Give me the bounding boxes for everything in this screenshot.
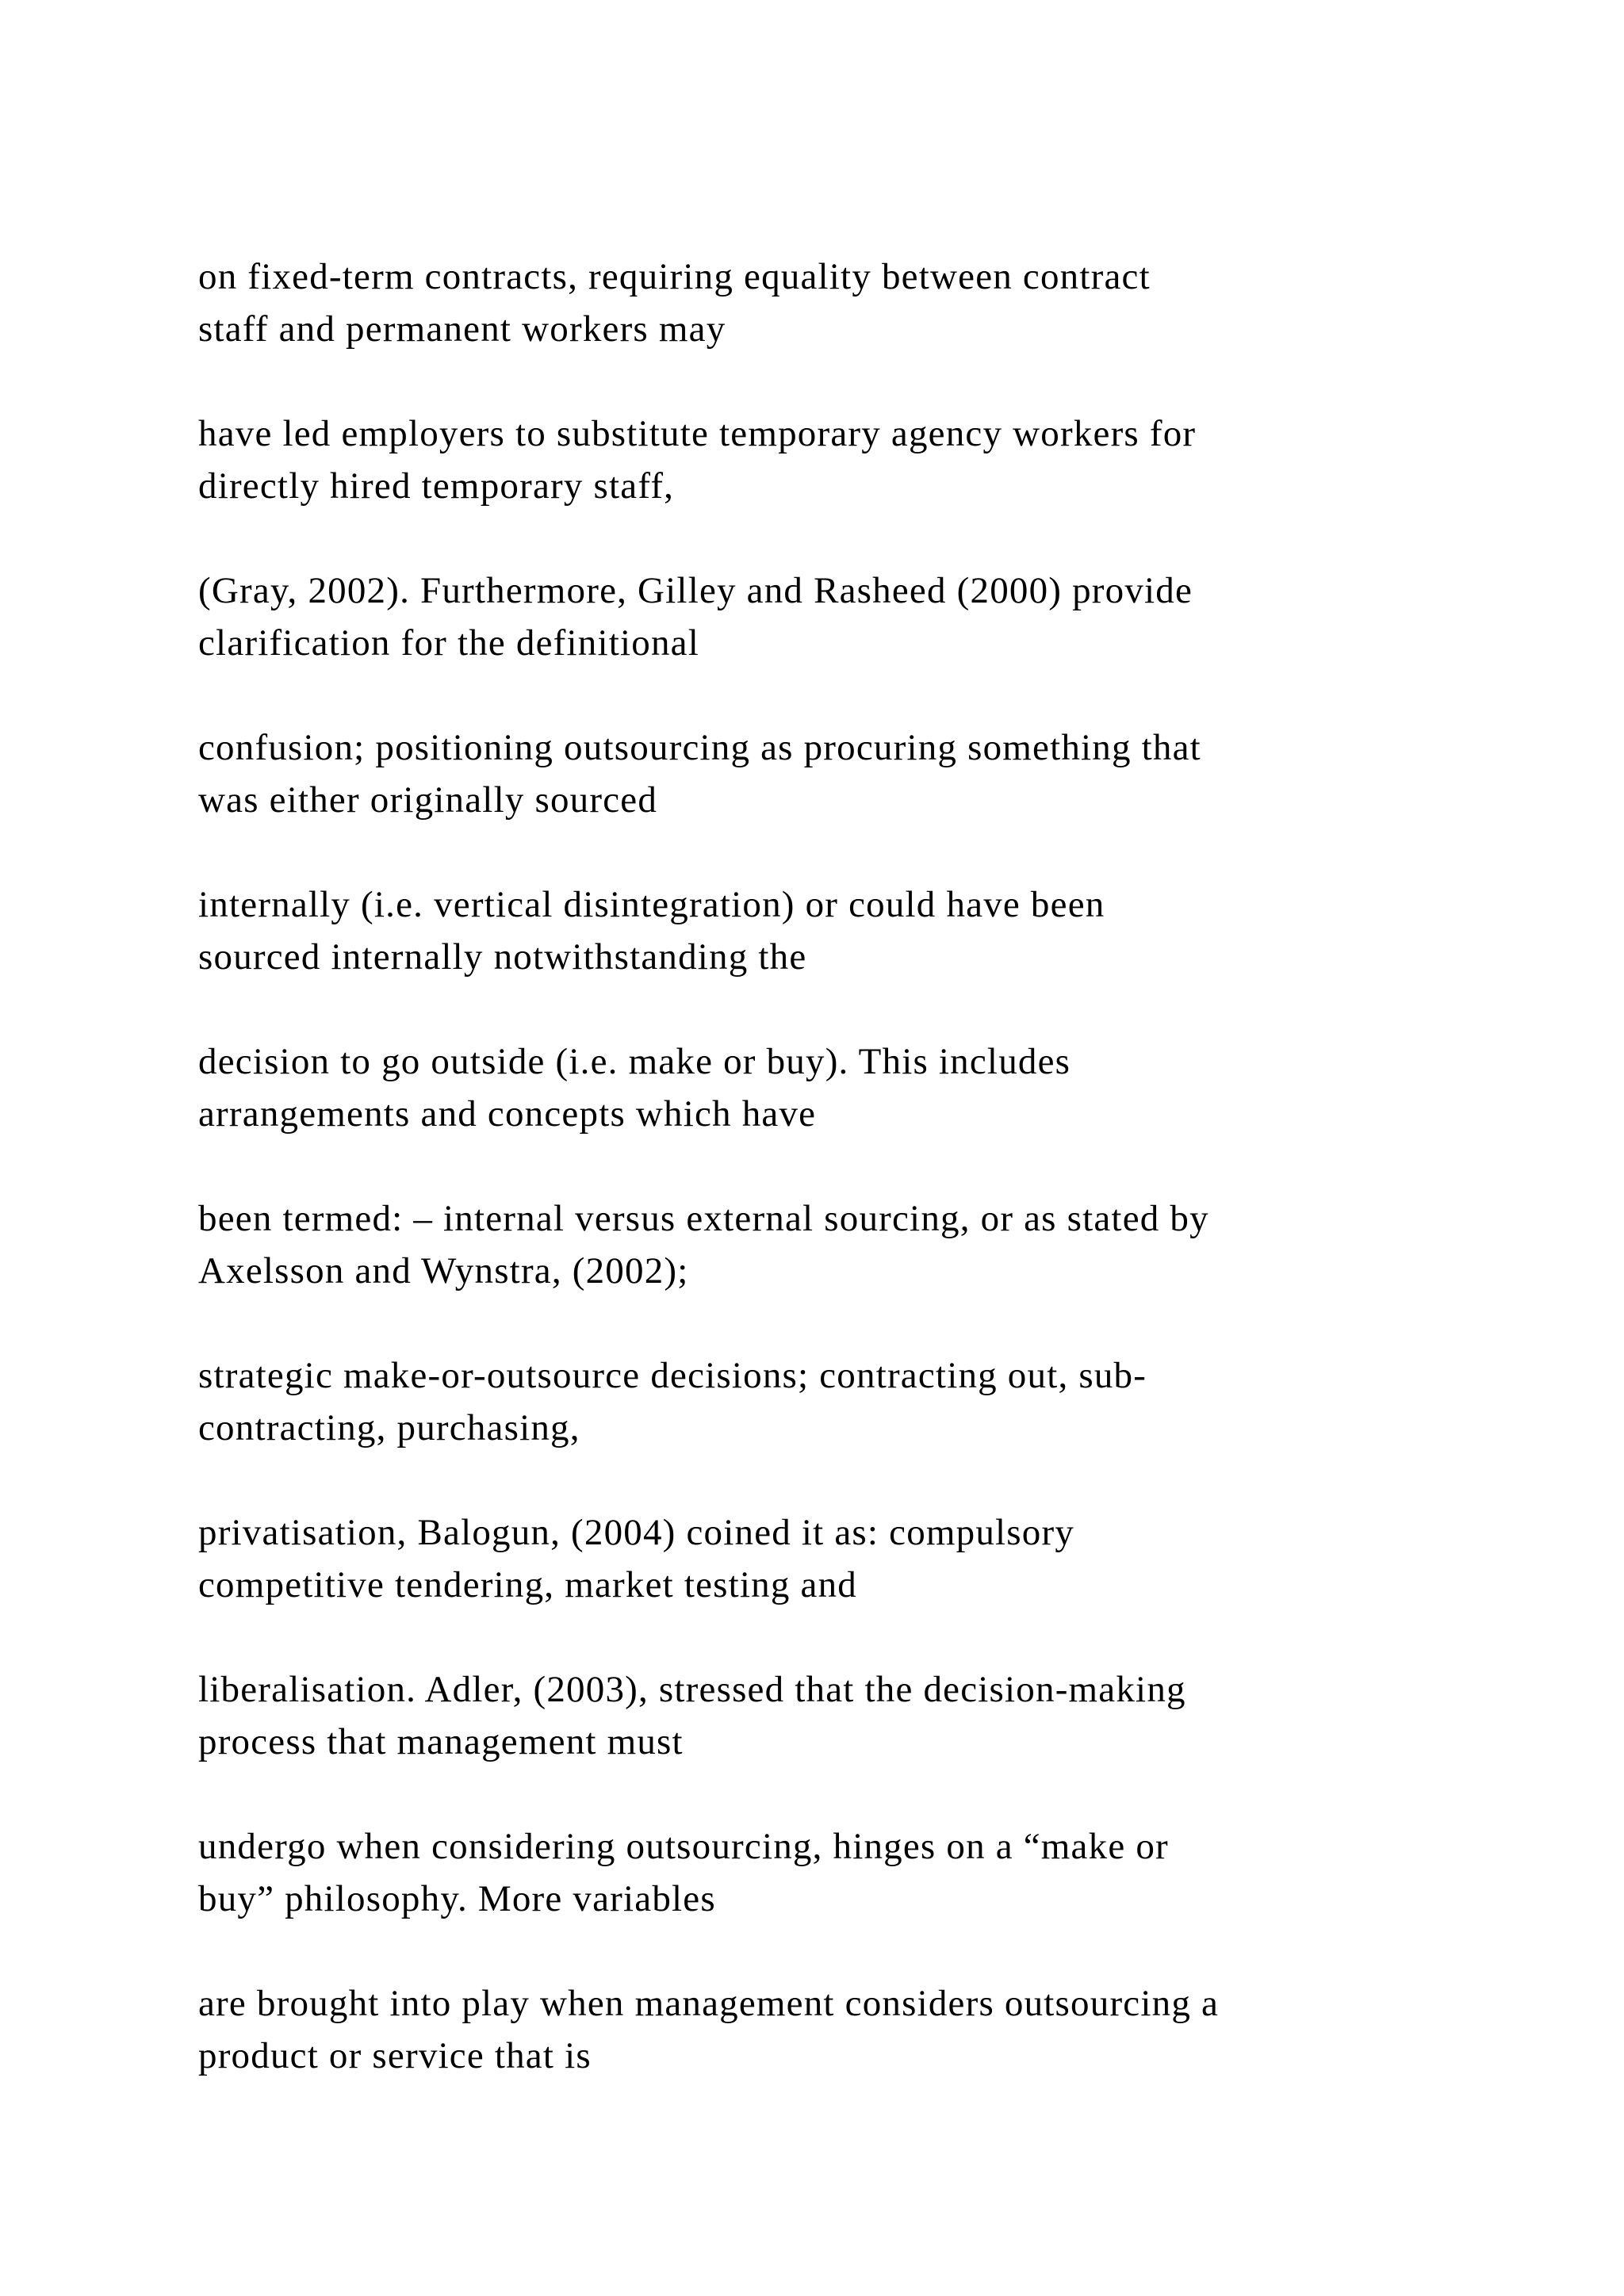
paragraph	[198, 1977, 1483, 2082]
paragraph	[198, 1506, 1483, 1611]
paragraph	[198, 1035, 1483, 1140]
paragraph	[198, 721, 1483, 826]
paragraph	[198, 564, 1483, 669]
text-line: arrangements and concepts which have	[198, 1093, 817, 1135]
text-line: sourced internally notwithstanding the	[198, 936, 807, 978]
text-line: are brought into play when management considers outsourcing a	[198, 1983, 1220, 2024]
text-line: competitive tendering, market testing and	[198, 1564, 857, 1605]
text-line: have led employers to substitute temporary agency workers for	[198, 413, 1197, 454]
text-line: product or service that is	[198, 2035, 592, 2076]
paragraph	[198, 251, 1483, 355]
text-line: privatisation, Balogun, (2004) coined it as: compulsory	[198, 1512, 1075, 1553]
paragraph	[198, 408, 1483, 512]
text-line: internally (i.e. vertical disintegration) or could have been	[198, 884, 1105, 925]
text-line: undergo when considering outsourcing, hinges on a “make or	[198, 1826, 1169, 1867]
paragraph	[198, 1663, 1483, 1768]
text-line: directly hired temporary staff,	[198, 465, 675, 507]
text-line: buy” philosophy. More variables	[198, 1878, 716, 1919]
text-line: clarification for the definitional	[198, 622, 699, 664]
paragraph	[198, 1820, 1483, 1925]
text-line: on fixed-term contracts, requiring equality between contract	[198, 256, 1151, 297]
text-line: process that management must	[198, 1721, 684, 1762]
text-line: Axelsson and Wynstra, (2002);	[198, 1250, 689, 1292]
text-line: liberalisation. Adler, (2003), stressed that the decision-making	[198, 1669, 1186, 1710]
paragraph	[198, 878, 1483, 983]
body-text	[198, 251, 1483, 2134]
text-line: staff and permanent workers may	[198, 308, 726, 350]
paragraph	[198, 1192, 1483, 1297]
text-line: decision to go outside (i.e. make or buy). This includes	[198, 1041, 1071, 1082]
paragraph	[198, 1349, 1483, 1454]
text-line: been termed: – internal versus external sourcing, or as stated by	[198, 1198, 1209, 1239]
text-line: strategic make-or-outsource decisions; contracting out, sub-	[198, 1355, 1147, 1396]
text-line: contracting, purchasing,	[198, 1407, 580, 1448]
text-line: was either originally sourced	[198, 779, 658, 821]
text-line: (Gray, 2002). Furthermore, Gilley and Rasheed (2000) provide	[198, 570, 1193, 611]
text-line: confusion; positioning outsourcing as procuring something that	[198, 727, 1201, 768]
